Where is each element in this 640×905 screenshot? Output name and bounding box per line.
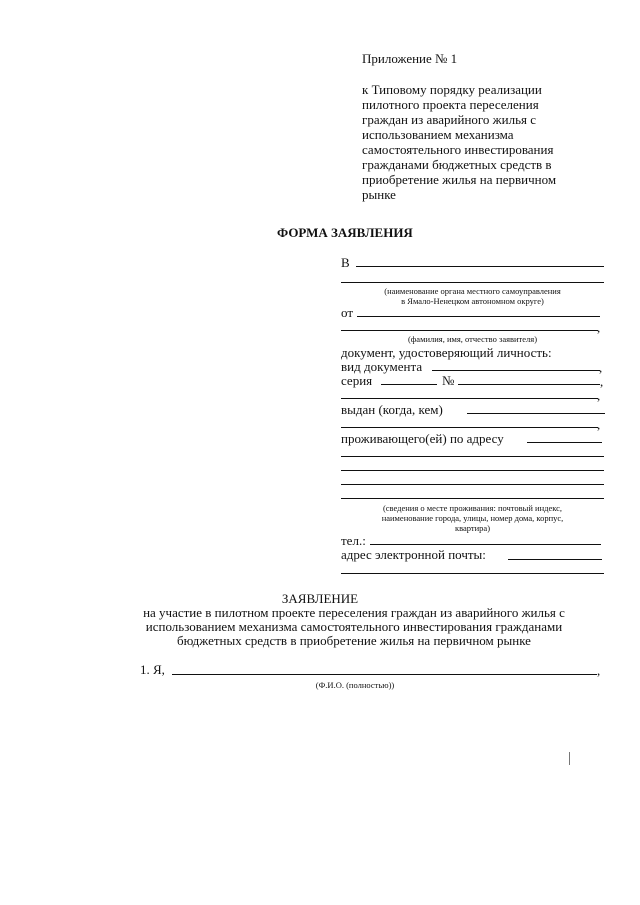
doc-type-label: вид документа — [341, 359, 423, 374]
doc-type-field[interactable] — [432, 370, 600, 371]
appendix-line: использованием механизма — [362, 127, 514, 142]
number-label: № — [442, 373, 455, 388]
org-name-field-2[interactable] — [341, 282, 604, 283]
comma: , — [597, 417, 601, 432]
series-field[interactable] — [381, 384, 437, 385]
issued-field[interactable] — [467, 413, 605, 414]
to-label: В — [341, 255, 350, 270]
residing-label: проживающего(ей) по адресу — [341, 431, 504, 446]
comma: , — [597, 320, 601, 335]
from-label: от — [341, 305, 354, 320]
comma: , — [600, 374, 604, 389]
item1-comma: , — [597, 663, 601, 678]
issued-field-2[interactable] — [341, 427, 598, 428]
phone-label: тел.: — [341, 533, 366, 548]
appendix-line: гражданами бюджетных средств в — [362, 157, 552, 172]
item1-label: 1. Я, — [140, 662, 165, 677]
residence-caption-2: наименование города, улицы, номер дома, корпус, — [381, 513, 564, 523]
issued-label: выдан (когда, кем) — [341, 402, 443, 417]
appendix-body — [362, 82, 592, 202]
address-field-4[interactable] — [341, 484, 604, 485]
applicant-name-field-2[interactable] — [341, 330, 598, 331]
address-field-2[interactable] — [341, 456, 604, 457]
scan-mark — [569, 752, 570, 765]
residence-caption-1: (сведения о месте проживания: почтовый индекс, — [382, 503, 563, 513]
phone-field[interactable] — [370, 544, 601, 545]
number-field[interactable] — [458, 384, 600, 385]
comma: , — [597, 388, 601, 403]
org-name-field[interactable] — [356, 266, 604, 267]
comma: , — [599, 360, 603, 375]
appendix-line: граждан из аварийного жилья с — [362, 112, 537, 127]
email-field[interactable] — [508, 559, 602, 560]
org-caption-2: в Ямало-Ненецком автономном округе) — [401, 296, 544, 306]
appendix-line: самостоятельного инвестирования — [362, 142, 554, 157]
appendix-line: приобретение жилья на первичном — [362, 172, 557, 187]
item1-fio-field[interactable] — [172, 674, 597, 675]
doc-extra-field[interactable] — [341, 398, 598, 399]
email-label: адрес электронной почты: — [341, 547, 486, 562]
statement-title: ЗАЯВЛЕНИЕ — [281, 591, 359, 606]
residence-caption-3: квартира) — [454, 523, 491, 533]
address-field[interactable] — [527, 442, 602, 443]
address-field-3[interactable] — [341, 470, 604, 471]
org-caption-1: (наименование органа местного самоуправления — [384, 286, 561, 296]
statement-line-1: на участие в пилотном проекте переселения граждан из аварийного жилья с — [143, 605, 565, 620]
email-field-2[interactable] — [341, 573, 604, 574]
address-field-5[interactable] — [341, 498, 604, 499]
form-heading: ФОРМА ЗАЯВЛЕНИЯ — [277, 225, 413, 240]
appendix-title: Приложение № 1 — [362, 51, 458, 66]
appendix-line: к Типовому порядку реализации — [362, 82, 542, 97]
statement-line-2: использованием механизма самостоятельного инвестирования гражданами — [145, 619, 563, 634]
appendix-line: рынке — [362, 187, 396, 202]
series-label: серия — [341, 373, 373, 388]
appendix-line: пилотного проекта переселения — [362, 97, 539, 112]
id-doc-label: документ, удостоверяющий личность: — [341, 345, 552, 360]
applicant-name-field[interactable] — [357, 316, 600, 317]
fio-caption: (фамилия, имя, отчество заявителя) — [407, 334, 538, 344]
item1-caption: (Ф.И.О. (полностью)) — [315, 680, 395, 690]
statement-line-3: бюджетных средств в приобретение жилья на первичном рынке — [177, 633, 531, 648]
